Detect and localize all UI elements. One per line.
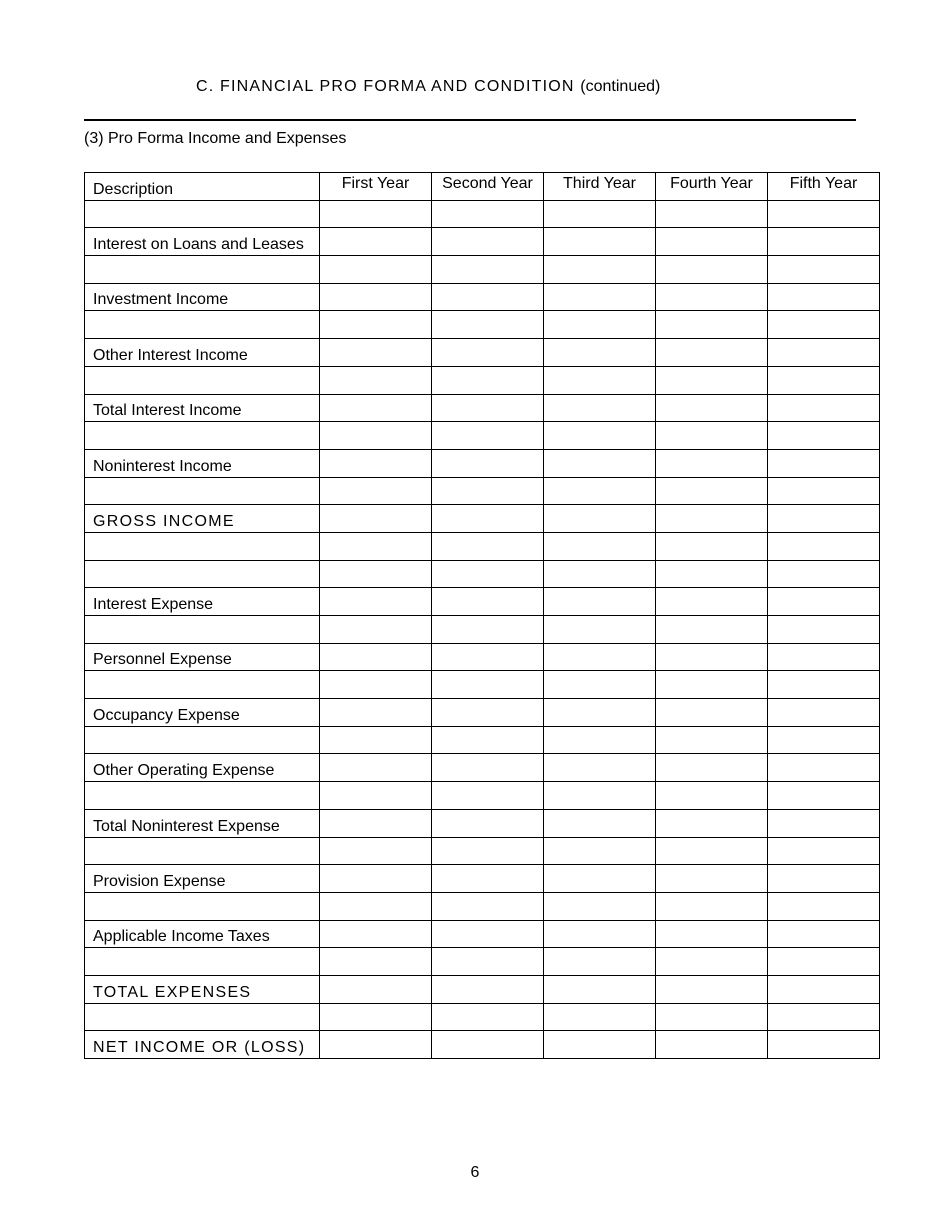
- table-row: [85, 865, 880, 893]
- row-description: TOTAL EXPENSES: [85, 975, 320, 1003]
- year-value-cell: [768, 256, 880, 284]
- year-value-cell: [768, 643, 880, 671]
- year-value-cell: [432, 422, 544, 450]
- year-value-cell: [544, 256, 656, 284]
- year-value-cell: [432, 726, 544, 754]
- year-value-cell: [432, 560, 544, 588]
- year-value-cell: [320, 422, 432, 450]
- year-value-cell: [656, 837, 768, 865]
- year-value-cell: [320, 505, 432, 533]
- year-value-cell: [544, 699, 656, 727]
- row-description: Total Interest Income: [85, 394, 320, 422]
- row-description: [85, 726, 320, 754]
- table-body: [85, 200, 880, 1058]
- pro-forma-table: [84, 172, 880, 1059]
- table-row: [85, 311, 880, 339]
- row-description: [85, 366, 320, 394]
- year-value-cell: [432, 782, 544, 810]
- row-description: Interest on Loans and Leases: [85, 228, 320, 256]
- table-row: [85, 366, 880, 394]
- page-title-continued: (continued): [580, 78, 661, 95]
- row-description: Personnel Expense: [85, 643, 320, 671]
- year-value-cell: [544, 1031, 656, 1059]
- year-value-cell: [656, 394, 768, 422]
- year-value-cell: [432, 671, 544, 699]
- year-value-cell: [768, 228, 880, 256]
- year-value-cell: [432, 754, 544, 782]
- year-value-cell: [320, 560, 432, 588]
- year-value-cell: [544, 616, 656, 644]
- row-description: [85, 948, 320, 976]
- year-value-cell: [544, 671, 656, 699]
- year-value-cell: [320, 699, 432, 727]
- year-value-cell: [768, 892, 880, 920]
- year-value-cell: [432, 948, 544, 976]
- table-row: [85, 975, 880, 1003]
- year-value-cell: [768, 200, 880, 228]
- year-value-cell: [768, 754, 880, 782]
- year-value-cell: [656, 671, 768, 699]
- page-title: [196, 78, 660, 96]
- year-value-cell: [432, 920, 544, 948]
- year-value-cell: [432, 699, 544, 727]
- table-row: [85, 200, 880, 228]
- year-value-cell: [544, 394, 656, 422]
- row-description: NET INCOME OR (LOSS): [85, 1031, 320, 1059]
- year-value-cell: [432, 477, 544, 505]
- year-value-cell: [768, 560, 880, 588]
- year-value-cell: [768, 422, 880, 450]
- year-value-cell: [320, 532, 432, 560]
- table-row: [85, 505, 880, 533]
- year-value-cell: [656, 1003, 768, 1031]
- row-description: Other Interest Income: [85, 339, 320, 367]
- column-header-fifth-year: Fifth Year: [768, 173, 880, 201]
- year-value-cell: [320, 948, 432, 976]
- year-value-cell: [656, 865, 768, 893]
- year-value-cell: [768, 699, 880, 727]
- year-value-cell: [544, 449, 656, 477]
- year-value-cell: [544, 948, 656, 976]
- year-value-cell: [768, 809, 880, 837]
- year-value-cell: [544, 200, 656, 228]
- year-value-cell: [768, 865, 880, 893]
- year-value-cell: [768, 283, 880, 311]
- row-description: [85, 671, 320, 699]
- year-value-cell: [656, 892, 768, 920]
- year-value-cell: [320, 754, 432, 782]
- year-value-cell: [432, 339, 544, 367]
- year-value-cell: [432, 366, 544, 394]
- year-value-cell: [320, 228, 432, 256]
- year-value-cell: [320, 643, 432, 671]
- year-value-cell: [320, 1003, 432, 1031]
- year-value-cell: [768, 449, 880, 477]
- year-value-cell: [432, 1003, 544, 1031]
- column-header-first-year: First Year: [320, 173, 432, 201]
- year-value-cell: [656, 311, 768, 339]
- year-value-cell: [320, 809, 432, 837]
- year-value-cell: [768, 726, 880, 754]
- table-row: [85, 588, 880, 616]
- year-value-cell: [656, 422, 768, 450]
- page-header: [84, 74, 856, 121]
- year-value-cell: [656, 256, 768, 284]
- table-row: [85, 477, 880, 505]
- table-row: [85, 256, 880, 284]
- year-value-cell: [544, 782, 656, 810]
- year-value-cell: [544, 311, 656, 339]
- row-description: [85, 311, 320, 339]
- year-value-cell: [768, 948, 880, 976]
- year-value-cell: [768, 616, 880, 644]
- year-value-cell: [432, 892, 544, 920]
- row-description: Investment Income: [85, 283, 320, 311]
- column-header-fourth-year: Fourth Year: [656, 173, 768, 201]
- year-value-cell: [320, 726, 432, 754]
- table-row: [85, 228, 880, 256]
- year-value-cell: [432, 809, 544, 837]
- year-value-cell: [432, 311, 544, 339]
- year-value-cell: [656, 283, 768, 311]
- table-row: [85, 726, 880, 754]
- year-value-cell: [768, 588, 880, 616]
- year-value-cell: [320, 588, 432, 616]
- year-value-cell: [656, 809, 768, 837]
- year-value-cell: [656, 1031, 768, 1059]
- year-value-cell: [768, 975, 880, 1003]
- row-description: [85, 782, 320, 810]
- year-value-cell: [768, 532, 880, 560]
- year-value-cell: [432, 975, 544, 1003]
- row-description: [85, 892, 320, 920]
- year-value-cell: [544, 920, 656, 948]
- year-value-cell: [544, 809, 656, 837]
- year-value-cell: [768, 1031, 880, 1059]
- year-value-cell: [768, 782, 880, 810]
- year-value-cell: [656, 782, 768, 810]
- table-row: [85, 892, 880, 920]
- year-value-cell: [320, 975, 432, 1003]
- column-header-second-year: Second Year: [432, 173, 544, 201]
- table-row: [85, 643, 880, 671]
- year-value-cell: [320, 671, 432, 699]
- year-value-cell: [544, 643, 656, 671]
- year-value-cell: [656, 754, 768, 782]
- table-row: [85, 699, 880, 727]
- table-header-row: [85, 173, 880, 201]
- table-row: [85, 422, 880, 450]
- table-row: [85, 920, 880, 948]
- year-value-cell: [656, 588, 768, 616]
- year-value-cell: [320, 339, 432, 367]
- row-description: [85, 532, 320, 560]
- year-value-cell: [656, 339, 768, 367]
- year-value-cell: [544, 505, 656, 533]
- section-title: (3) Pro Forma Income and Expenses: [84, 130, 347, 147]
- table-row: [85, 532, 880, 560]
- year-value-cell: [432, 1031, 544, 1059]
- year-value-cell: [432, 643, 544, 671]
- year-value-cell: [656, 366, 768, 394]
- year-value-cell: [656, 726, 768, 754]
- table-row: [85, 948, 880, 976]
- row-description: [85, 200, 320, 228]
- year-value-cell: [432, 865, 544, 893]
- year-value-cell: [768, 1003, 880, 1031]
- year-value-cell: [320, 477, 432, 505]
- table-row: [85, 754, 880, 782]
- year-value-cell: [544, 892, 656, 920]
- year-value-cell: [768, 339, 880, 367]
- year-value-cell: [656, 643, 768, 671]
- row-description: [85, 560, 320, 588]
- table-row: [85, 1003, 880, 1031]
- year-value-cell: [768, 394, 880, 422]
- page-number: 6: [470, 1164, 480, 1181]
- year-value-cell: [544, 283, 656, 311]
- row-description: Noninterest Income: [85, 449, 320, 477]
- year-value-cell: [320, 449, 432, 477]
- year-value-cell: [320, 256, 432, 284]
- row-description: Other Operating Expense: [85, 754, 320, 782]
- year-value-cell: [768, 311, 880, 339]
- year-value-cell: [320, 1031, 432, 1059]
- year-value-cell: [544, 560, 656, 588]
- year-value-cell: [432, 449, 544, 477]
- year-value-cell: [432, 200, 544, 228]
- year-value-cell: [656, 449, 768, 477]
- column-header-third-year: Third Year: [544, 173, 656, 201]
- year-value-cell: [320, 311, 432, 339]
- year-value-cell: [768, 671, 880, 699]
- year-value-cell: [544, 1003, 656, 1031]
- table-row: [85, 560, 880, 588]
- year-value-cell: [432, 256, 544, 284]
- year-value-cell: [432, 228, 544, 256]
- year-value-cell: [768, 505, 880, 533]
- year-value-cell: [544, 588, 656, 616]
- year-value-cell: [320, 920, 432, 948]
- row-description: GROSS INCOME: [85, 505, 320, 533]
- year-value-cell: [432, 616, 544, 644]
- year-value-cell: [544, 837, 656, 865]
- year-value-cell: [544, 477, 656, 505]
- year-value-cell: [320, 366, 432, 394]
- row-description: Total Noninterest Expense: [85, 809, 320, 837]
- table-row: [85, 809, 880, 837]
- column-header-description: Description: [85, 173, 320, 201]
- year-value-cell: [656, 699, 768, 727]
- year-value-cell: [432, 588, 544, 616]
- year-value-cell: [768, 920, 880, 948]
- year-value-cell: [768, 366, 880, 394]
- year-value-cell: [544, 228, 656, 256]
- row-description: Provision Expense: [85, 865, 320, 893]
- year-value-cell: [432, 837, 544, 865]
- year-value-cell: [656, 948, 768, 976]
- year-value-cell: [656, 505, 768, 533]
- year-value-cell: [320, 892, 432, 920]
- table-row: [85, 394, 880, 422]
- year-value-cell: [656, 228, 768, 256]
- year-value-cell: [320, 616, 432, 644]
- year-value-cell: [544, 339, 656, 367]
- row-description: [85, 422, 320, 450]
- row-description: [85, 477, 320, 505]
- table-row: [85, 782, 880, 810]
- row-description: Applicable Income Taxes: [85, 920, 320, 948]
- year-value-cell: [544, 865, 656, 893]
- year-value-cell: [320, 394, 432, 422]
- row-description: [85, 256, 320, 284]
- year-value-cell: [320, 283, 432, 311]
- year-value-cell: [544, 726, 656, 754]
- table-row: [85, 449, 880, 477]
- year-value-cell: [432, 505, 544, 533]
- year-value-cell: [544, 975, 656, 1003]
- year-value-cell: [320, 200, 432, 228]
- year-value-cell: [656, 560, 768, 588]
- year-value-cell: [544, 754, 656, 782]
- table-row: [85, 1031, 880, 1059]
- year-value-cell: [432, 532, 544, 560]
- year-value-cell: [320, 782, 432, 810]
- year-value-cell: [768, 477, 880, 505]
- year-value-cell: [656, 920, 768, 948]
- table-row: [85, 671, 880, 699]
- row-description: Interest Expense: [85, 588, 320, 616]
- table-row: [85, 837, 880, 865]
- year-value-cell: [320, 865, 432, 893]
- year-value-cell: [656, 532, 768, 560]
- year-value-cell: [432, 394, 544, 422]
- row-description: [85, 837, 320, 865]
- year-value-cell: [656, 616, 768, 644]
- table-row: [85, 283, 880, 311]
- year-value-cell: [432, 283, 544, 311]
- year-value-cell: [768, 837, 880, 865]
- year-value-cell: [544, 422, 656, 450]
- row-description: [85, 616, 320, 644]
- year-value-cell: [320, 837, 432, 865]
- year-value-cell: [544, 366, 656, 394]
- table-row: [85, 339, 880, 367]
- row-description: Occupancy Expense: [85, 699, 320, 727]
- row-description: [85, 1003, 320, 1031]
- year-value-cell: [656, 477, 768, 505]
- year-value-cell: [544, 532, 656, 560]
- page-title-text: C. FINANCIAL PRO FORMA AND CONDITION: [196, 78, 575, 95]
- table-row: [85, 616, 880, 644]
- year-value-cell: [656, 975, 768, 1003]
- year-value-cell: [656, 200, 768, 228]
